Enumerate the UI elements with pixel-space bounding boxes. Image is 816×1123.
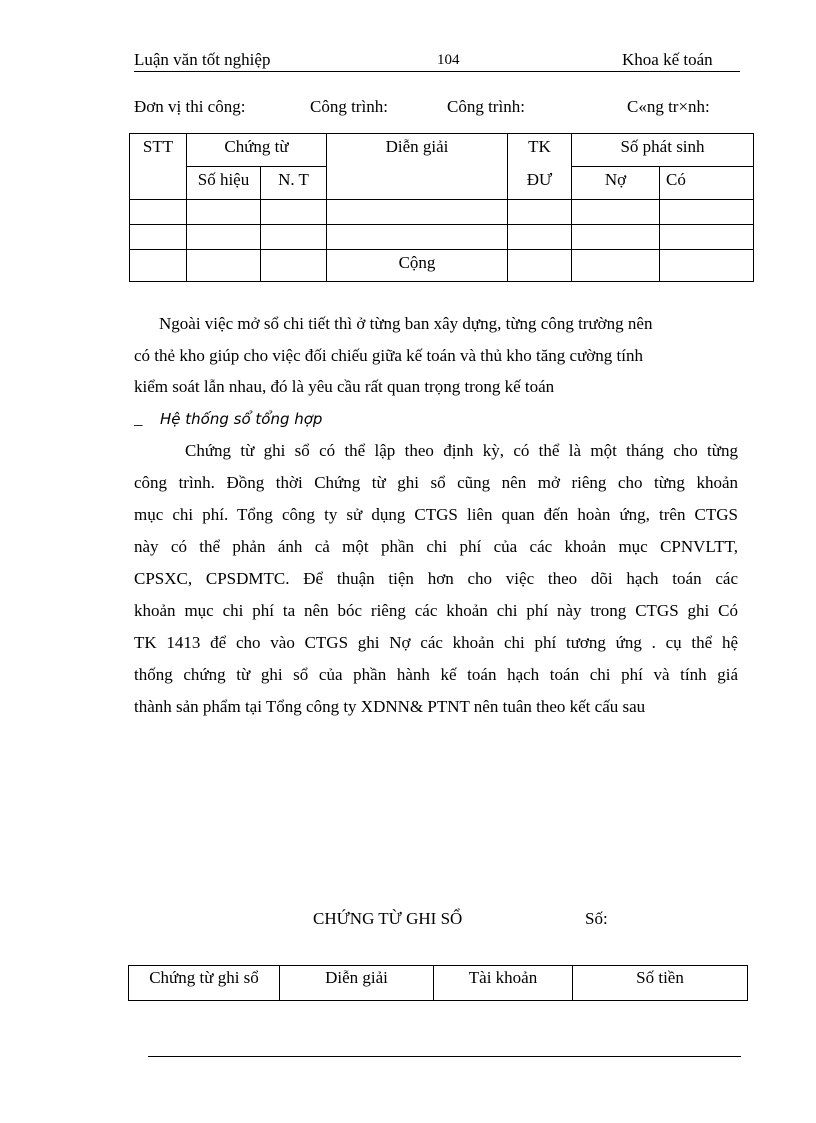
paragraph-2-line-1: Chứng từ ghi sổ có thể lập theo định kỳ, có thể là một tháng cho từng xyxy=(185,441,738,460)
detail-ledger-table xyxy=(129,133,754,282)
header-du: ĐƯ xyxy=(508,167,572,200)
ctgs-col-tai-khoan: Tài khoản xyxy=(434,966,573,1001)
paragraph-2-line-4: này có thể phản ánh cả một phần chi phí của các khoản mục CPNVLTT, xyxy=(134,537,738,556)
ctgs-number-label: Số: xyxy=(585,909,608,928)
header-right: Khoa kế toán xyxy=(622,50,713,69)
paragraph-2-line-6: khoản mục chi phí ta nên bóc riêng các khoản chi phí này trong CTGS ghi Có xyxy=(134,601,738,620)
header-stt: STT xyxy=(130,134,187,200)
header-nt: N. T xyxy=(261,167,327,200)
header-rule xyxy=(134,71,740,72)
page-number: 104 xyxy=(437,52,460,68)
paragraph-2-line-7: TK 1413 để cho vào CTGS ghi Nợ các khoản chi phí tương ứng . cụ thể hệ xyxy=(134,633,738,652)
project-label-3: C«ng tr×nh: xyxy=(627,97,710,116)
unit-label: Đơn vị thi công: xyxy=(134,97,246,116)
paragraph-2-line-9: thành sản phẩm tại Tổng công ty XDNN& PTNT nên tuân theo kết cấu sau xyxy=(134,697,646,716)
header-so-phat-sinh: Số phát sinh xyxy=(572,134,754,167)
header-no: Nợ xyxy=(572,167,660,200)
header-so-hieu: Số hiệu xyxy=(187,167,261,200)
header-tk: TK xyxy=(508,134,572,167)
table-total-row xyxy=(130,250,754,282)
ctgs-table xyxy=(128,965,748,1001)
bullet-heading: Hệ thống sổ tổng hợp xyxy=(160,410,323,428)
ctgs-col-dien-giai: Diễn giải xyxy=(280,966,434,1001)
total-label: Cộng xyxy=(327,250,508,282)
project-label-1: Công trình: xyxy=(310,97,388,116)
header-chung-tu: Chứng từ xyxy=(187,134,327,167)
paragraph-1-line-1: Ngoài việc mở sổ chi tiết thì ở từng ban xây dựng, từng công trường nên xyxy=(159,314,653,333)
header-dien-giai: Diễn giải xyxy=(327,134,508,200)
table-row xyxy=(130,225,754,250)
ctgs-title: CHỨNG TỪ GHI SỔ xyxy=(313,909,463,928)
paragraph-2-line-3: mục chi phí. Tổng công ty sử dụng CTGS liên quan đến hoàn ứng, trên CTGS xyxy=(134,505,738,524)
header-left: Luận văn tốt nghiệp xyxy=(134,50,271,69)
paragraph-2-line-8: thống chứng từ ghi sổ của phần hành kế toán hạch toán chi phí và tính giá xyxy=(134,665,738,684)
table-row xyxy=(130,200,754,225)
project-label-2: Công trình: xyxy=(447,97,525,116)
header-co: Có xyxy=(660,167,754,200)
ctgs-col-chung-tu: Chứng từ ghi sổ xyxy=(129,966,280,1001)
paragraph-2-line-5: CPSXC, CPSDMTC. Để thuận tiện hơn cho việc theo dõi hạch toán các xyxy=(134,569,738,588)
footer-rule xyxy=(148,1056,741,1057)
paragraph-1-line-3: kiểm soát lẫn nhau, đó là yêu cầu rất quan trọng trong kế toán xyxy=(134,377,555,396)
bullet-marker: _ xyxy=(134,409,143,428)
paragraph-1-line-2: có thẻ kho giúp cho việc đối chiếu giữa kế toán và thủ kho tăng cường tính xyxy=(134,346,643,365)
ctgs-col-so-tien: Số tiền xyxy=(573,966,748,1001)
paragraph-2-line-2: công trình. Đồng thời Chứng từ ghi sổ cũng nên mở riêng cho từng khoản xyxy=(134,473,738,492)
